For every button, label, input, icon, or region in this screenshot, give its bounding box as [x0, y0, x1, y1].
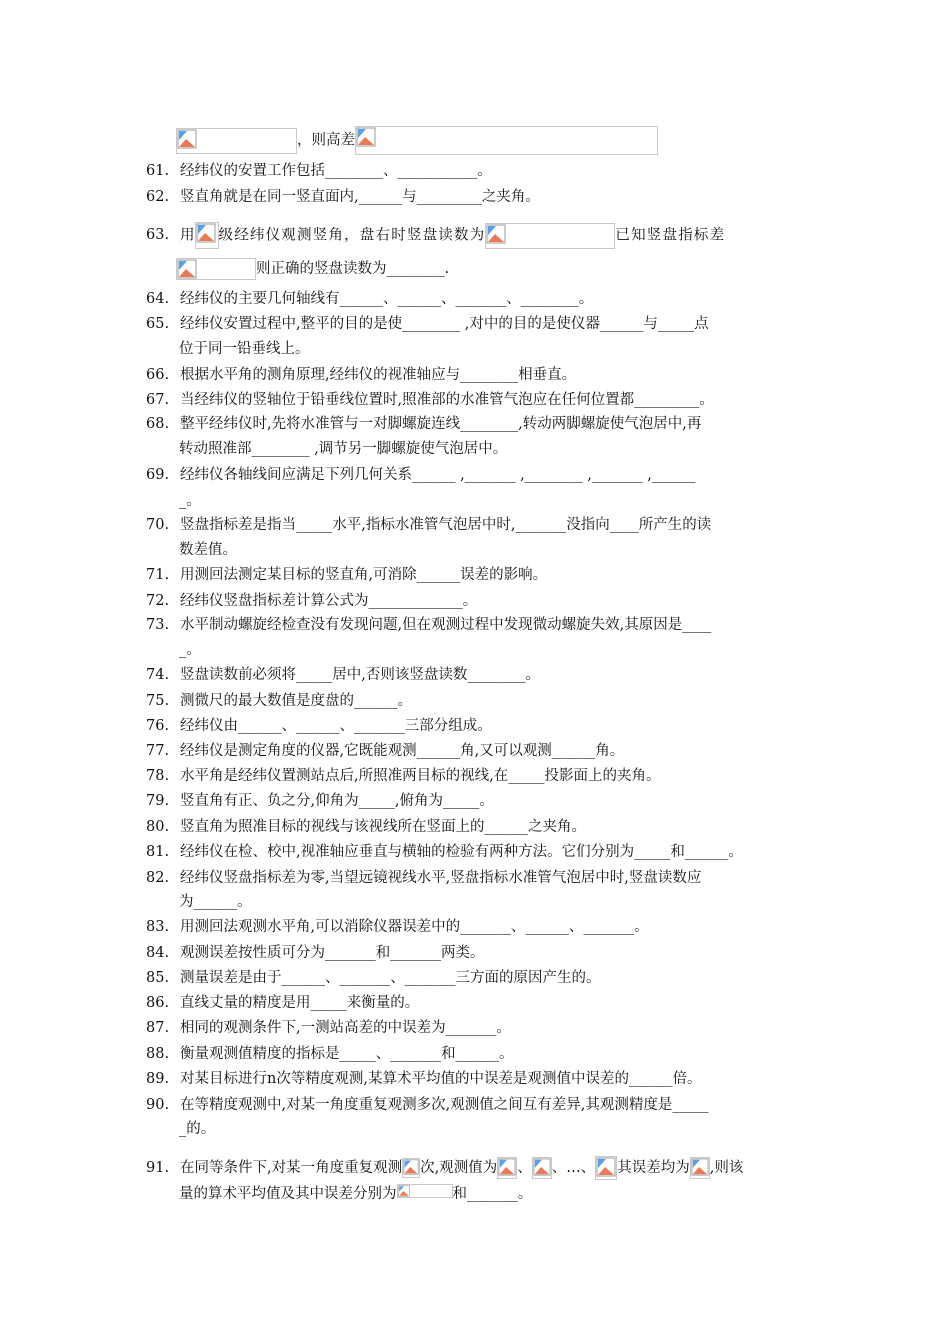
question-text: 水平制动螺旋经检查没有发现问题,但在观测过程中发现微动螺旋失效,其原因是____ — [180, 617, 712, 633]
question-number: 91. — [146, 1160, 170, 1176]
question-number: 61. — [146, 163, 170, 179]
broken-image-icon — [533, 1158, 551, 1176]
question-text: 经纬仪的安置工作包括________、___________。 — [180, 163, 492, 179]
question-number: 63. — [146, 227, 170, 243]
question-text: 经纬仪各轴线间应满足下列几何关系______ ,_______ ,________ ,_______ ,______ — [180, 467, 696, 483]
broken-image-icon — [177, 129, 197, 149]
question-number: 83. — [146, 919, 170, 935]
formula-image — [402, 1158, 420, 1178]
formula-image — [355, 126, 658, 155]
question-text: 根据水平角的测角原理,经纬仪的视准轴应与________相垂直。 — [180, 367, 577, 383]
broken-image-icon — [177, 259, 197, 279]
question-82-cont: 为______。 — [179, 894, 252, 910]
question-68-cont: 转动照准部________ ,调节另一脚螺旋使气泡居中。 — [179, 441, 508, 457]
broken-image-icon — [356, 127, 376, 147]
question-number: 81. — [146, 844, 170, 860]
broken-image-icon — [498, 1158, 516, 1176]
question-number: 70. — [146, 517, 170, 533]
question-number: 84. — [146, 945, 170, 961]
question-90-cont: _的。 — [179, 1121, 216, 1137]
question-number: 79. — [146, 793, 170, 809]
question-text: 用测回法测定某目标的竖直角,可消除______误差的影响。 — [180, 567, 548, 583]
question-text: 经纬仪竖盘指标差计算公式为_____________。 — [180, 593, 478, 609]
formula-image — [397, 1184, 453, 1198]
question-text: 用测回法观测水平角,可以消除仪器误差中的_______、______、_______。 — [180, 919, 649, 935]
question-text: 当经纬仪的竖轴位于铅垂线位置时,照准部的水准管气泡应在任何位置都_________。 — [180, 392, 714, 408]
question-number: 67. — [146, 392, 170, 408]
question-number: 86. — [146, 995, 170, 1011]
formula-image — [595, 1156, 617, 1180]
question-text: 用 级经纬仪观测竖角，盘右时竖盘读数为 已知竖盘指标差 — [180, 222, 820, 249]
question-number: 65. — [146, 316, 170, 332]
broken-image-icon — [691, 1158, 709, 1176]
question-number: 62. — [146, 189, 170, 205]
formula-image — [485, 223, 615, 249]
question-number: 85. — [146, 970, 170, 986]
question-number: 78. — [146, 768, 170, 784]
question-text: 竖直角有正、负之分,仰角为_____,俯角为_____。 — [180, 793, 494, 809]
question-text: 整平经纬仪时,先将水准管与一对脚螺旋连线________,转动两脚螺旋使气泡居中,再 — [180, 416, 702, 432]
formula-image — [195, 222, 219, 249]
broken-image-icon — [398, 1185, 410, 1197]
question-text: 对某目标进行n次等精度观测,某算术平均值的中误差是观测值中误差的______倍。 — [180, 1071, 702, 1087]
question-number: 68. — [146, 416, 170, 432]
question-number: 90. — [146, 1097, 170, 1113]
question-number: 82. — [146, 870, 170, 886]
formula-image — [176, 128, 297, 154]
question-number: 87. — [146, 1020, 170, 1036]
question-text: 竖直角为照准目标的视线与该视线所在竖面上的______之夹角。 — [180, 819, 586, 835]
question-number: 71. — [146, 567, 170, 583]
question-text: 竖盘指标差是指当_____水平,指标水准管气泡居中时,_______没指向____所产生的读 — [180, 517, 712, 533]
formula-image — [176, 258, 256, 280]
question-text: 水平角是经纬仪置测站点后,所照准两目标的视线,在_____投影面上的夹角。 — [180, 768, 661, 784]
question-text: 衡量观测值精度的指标是_____、_______和______。 — [180, 1046, 514, 1062]
broken-image-icon — [403, 1159, 419, 1175]
question-number: 77. — [146, 743, 170, 759]
question-text: 经纬仪安置过程中,整平的目的是使________ ,对中的目的是使仪器______与_____点 — [180, 316, 709, 332]
question-text: 竖直角就是在同一竖直面内,______与_________之夹角。 — [180, 189, 540, 205]
question-text: 在等精度观测中,对某一角度重复观测多次,观测值之间互有差异,其观测精度是_____ — [180, 1097, 709, 1113]
top-line-text: ，则高差 — [297, 132, 355, 149]
question-number: 69. — [146, 467, 170, 483]
formula-image — [497, 1157, 517, 1179]
question-text: 经纬仪的主要几何轴线有______、______、_______、________。 — [180, 291, 594, 307]
question-text: 测量误差是由于______、_______、_______三方面的原因产生的。 — [180, 970, 601, 986]
question-91-cont: 量的算术平均值及其中误差分别为 和_______。 — [179, 1186, 533, 1202]
question-73-cont: _。 — [179, 642, 201, 658]
question-text: 观测误差按性质可分为_______和_______两类。 — [180, 945, 485, 961]
question-text: 经纬仪在检、校中,视准轴应垂直与横轴的检验有两种方法。它们分别为_____和______。 — [180, 844, 743, 860]
question-number: 73. — [146, 617, 170, 633]
question-65-cont: 位于同一铅垂线上。 — [179, 341, 310, 357]
question-text: 经纬仪是测定角度的仪器,它既能观测______角,又可以观测______角。 — [180, 743, 625, 759]
question-text: 直线丈量的精度是用_____来衡量的。 — [180, 995, 420, 1011]
question-number: 74. — [146, 667, 170, 683]
question-text: 经纬仪竖盘指标差为零,当望远镜视线水平,竖盘指标水准管气泡居中时,竖盘读数应 — [180, 870, 702, 886]
question-number: 89. — [146, 1071, 170, 1087]
broken-image-icon — [486, 224, 506, 244]
formula-image — [690, 1157, 710, 1179]
question-number: 72. — [146, 593, 170, 609]
question-text: 在同等条件下,对某一角度重复观测 次,观测值为 、 、…、 其误差均为 ,则该 — [180, 1155, 820, 1181]
question-text: 竖盘读数前必须将_____居中,否则该竖盘读数________。 — [180, 667, 540, 683]
question-text: 相同的观测条件下,一测站高差的中误差为_______。 — [180, 1020, 511, 1036]
question-70-cont: 数差值。 — [179, 542, 237, 558]
question-63-cont: 则正确的竖盘读数为________. — [176, 256, 449, 282]
broken-image-icon — [196, 223, 216, 243]
formula-image — [532, 1157, 552, 1179]
question-number: 64. — [146, 291, 170, 307]
question-text: 经纬仪由______、______、_______三部分组成。 — [180, 718, 492, 734]
question-number: 76. — [146, 718, 170, 734]
question-number: 66. — [146, 367, 170, 383]
question-69-cont: _。 — [179, 493, 201, 509]
question-text: 测微尺的最大数值是度盘的______。 — [180, 693, 412, 709]
top-line — [176, 126, 658, 155]
broken-image-icon — [596, 1157, 616, 1177]
question-number: 75. — [146, 693, 170, 709]
question-number: 80. — [146, 819, 170, 835]
question-number: 88. — [146, 1046, 170, 1062]
